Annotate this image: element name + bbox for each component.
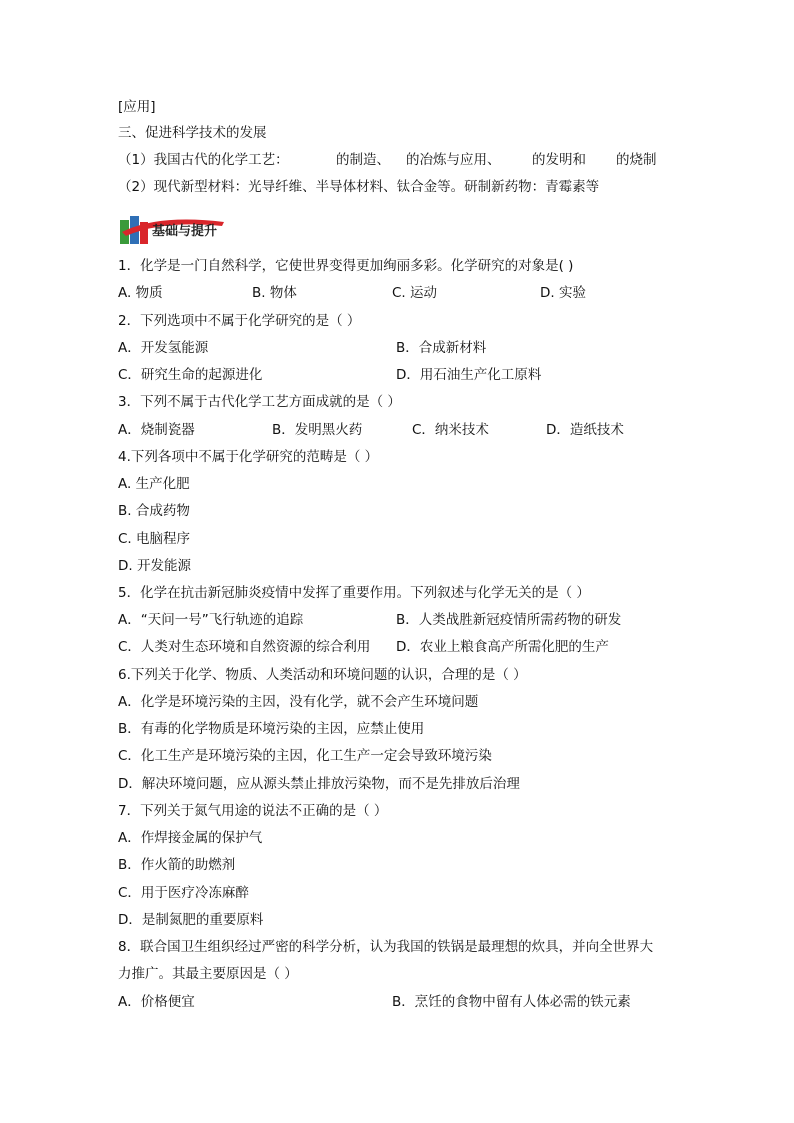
question-8-option-b: B．烹饪的食物中留有人体必需的铁元素 [392, 994, 631, 1010]
item1-part4: 的烧制 [616, 152, 657, 168]
question-8-stem-continued: 力推广。其最主要原因是（ ） [118, 966, 298, 982]
question-6-option-a: A．化学是环境污染的主因，没有化学，就不会产生环境问题 [118, 694, 479, 710]
question-6-stem: 6.下列关于化学、物质、人类活动和环境问题的认识，合理的是（ ） [118, 667, 527, 683]
question-6-option-c: C．化工生产是环境污染的主因，化工生产一定会导致环境污染 [118, 748, 492, 764]
apply-label: [应用] [118, 99, 156, 115]
question-2-option-a: A．开发氢能源 [118, 340, 209, 356]
banner-label: 基础与提升 [152, 224, 218, 239]
question-5-option-c: C．人类对生态环境和自然资源的综合利用 [118, 639, 371, 655]
question-7-option-b: B．作火箭的助燃剂 [118, 857, 236, 873]
question-2-option-b: B．合成新材料 [396, 340, 487, 356]
question-7-stem: 7．下列关于氮气用途的说法不正确的是（ ） [118, 803, 388, 819]
question-8-stem: 8．联合国卫生组织经过严密的科学分析，认为我国的铁锅是最理想的炊具，并向全世界大 [118, 939, 654, 955]
question-2-option-d: D．用石油生产化工原料 [396, 367, 542, 383]
question-3-stem: 3．下列不属于古代化学工艺方面成就的是（ ） [118, 394, 401, 410]
item2: （2）现代新型材料：光导纤维、半导体材料、钛合金等。研制新药物：青霉素等 [118, 179, 600, 195]
question-4-option-c: C. 电脑程序 [118, 531, 191, 547]
question-7-option-c: C．用于医疗冷冻麻醉 [118, 885, 249, 901]
question-3-option-b: B．发明黑火药 [272, 422, 363, 438]
question-1-option-d: D. 实验 [540, 285, 586, 301]
question-7-option-d: D．是制氮肥的重要原料 [118, 912, 264, 928]
section-banner [118, 210, 228, 246]
question-4-option-a: A. 生产化肥 [118, 476, 190, 492]
question-5-option-a: A．“天问一号”飞行轨迹的追踪 [118, 612, 304, 628]
question-5-stem: 5．化学在抗击新冠肺炎疫情中发挥了重要作用。下列叙述与化学无关的是（ ） [118, 585, 590, 601]
question-1-option-b: B. 物体 [252, 285, 297, 301]
question-5-option-b: B．人类战胜新冠疫情所需药物的研发 [396, 612, 622, 628]
question-4-option-b: B. 合成药物 [118, 503, 190, 519]
section-title: 三、促进科学技术的发展 [118, 125, 267, 141]
question-4-option-d: D. 开发能源 [118, 558, 191, 574]
item1-prefix: （1）我国古代的化学工艺： [118, 152, 289, 168]
question-2-option-c: C．研究生命的起源进化 [118, 367, 263, 383]
question-1-option-c: C. 运动 [392, 285, 438, 301]
item1-part3: 的发明和 [532, 152, 586, 168]
question-5-option-d: D．农业上粮食高产所需化肥的生产 [396, 639, 609, 655]
question-3-option-d: D．造纸技术 [546, 422, 624, 438]
question-3-option-c: C．纳米技术 [412, 422, 489, 438]
question-4-stem: 4.下列各项中不属于化学研究的范畴是（ ） [118, 449, 379, 465]
question-8-option-a: A．价格便宜 [118, 994, 195, 1010]
question-3-option-a: A．烧制瓷器 [118, 422, 195, 438]
item1-part2: 的冶炼与应用、 [406, 152, 501, 168]
question-7-option-a: A．作焊接金属的保护气 [118, 830, 263, 846]
question-6-option-d: D．解决环境问题，应从源头禁止排放污染物，而不是先排放后治理 [118, 776, 520, 792]
question-6-option-b: B．有毒的化学物质是环境污染的主因，应禁止使用 [118, 721, 425, 737]
item1-part1: 的制造、 [336, 152, 390, 168]
question-1-stem: 1．化学是一门自然科学，它使世界变得更加绚丽多彩。化学研究的对象是( ) [118, 258, 574, 274]
question-1-option-a: A. 物质 [118, 285, 163, 301]
question-2-stem: 2．下列选项中不属于化学研究的是（ ） [118, 313, 361, 329]
